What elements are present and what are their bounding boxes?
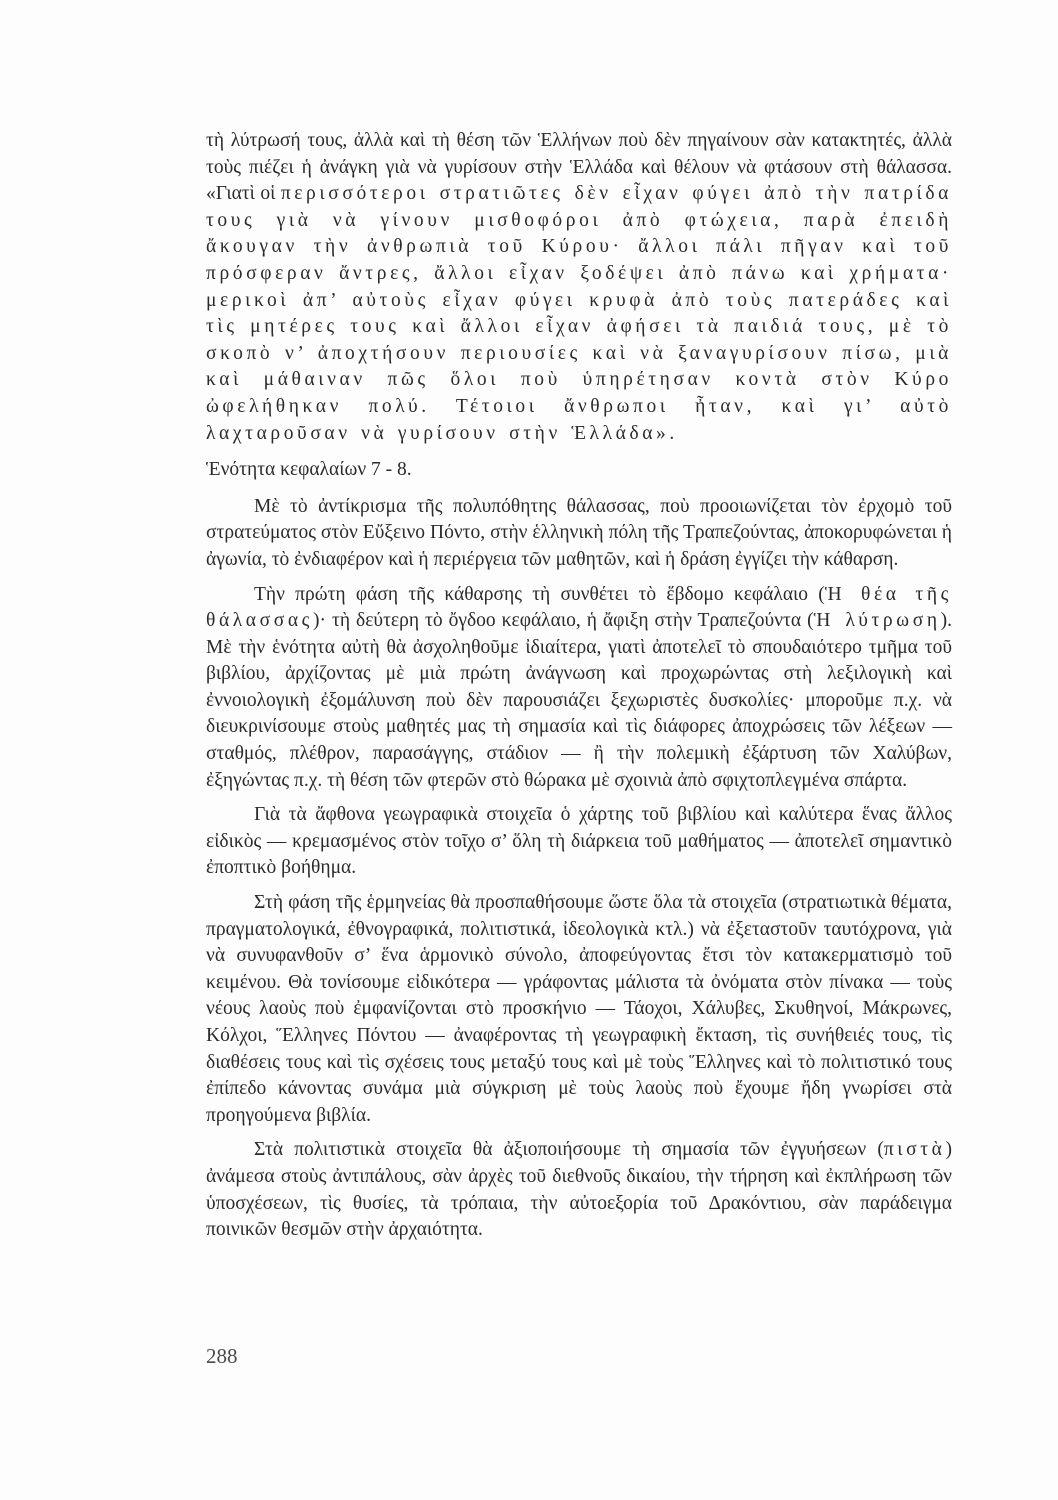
paragraph-quote-spaced: περισσότεροι στρατιῶτες δὲν εἶχαν φύγει ἀπὸ τὴν πατρίδα τους γιὰ νὰ γίνουν μισθοφόροι ἀπὸ φτώχεια, παρὰ ἐπειδὴ ἄκουγαν τὴν ἀνθρωπιὰ τοῦ Κύρου· ἄλλοι πάλι πῆγαν καὶ τοῦ πρόσφεραν ἄντρες, ἄλλοι εἶχαν ξοδέψει ἀπὸ πάνω καὶ χρήματα· μερικοὶ ἀπ’ αὐτοὺς εἶχαν φύγει κρυφὰ ἀπὸ τοὺς πατεράδες καὶ τὶς μητέρες τους καὶ ἄλλοι εἶχαν ἀφήσει τὰ παιδιά τους, μὲ τὸ σκοπὸ ν’ ἀποχτήσουν περιουσίες καὶ νὰ ξαναγυρίσουν πίσω, μιὰ καὶ μάθαιναν πῶς ὅλοι ποὺ ὑπηρέτησαν κοντὰ στὸν Κύρο ὠφελήθηκαν πολύ. Τέτοιοι ἄνθρωποι ἦταν, καὶ γι’ αὐτὸ λαχταροῦσαν νὰ γυρίσουν στὴν Ἑλλάδα». (206, 183, 952, 444)
paragraph-4: Γιὰ τὰ ἄφθονα γεωγραφικὰ στοιχεῖα ὁ χάρτης τοῦ βιβλίου καὶ καλύτερα ἕνας ἄλλος εἰδικὸς — κρεμασμένος στὸν τοῖχο σ’ ὅλη τὴ διάρκεια τοῦ μαθήματος — ἀποτελεῖ σημαντικὸ ἐποπτικὸ βοήθημα. (206, 804, 952, 879)
paragraph-2: Μὲ τὸ ἀντίκρισμα τῆς πολυπόθητης θάλασσας, ποὺ προοιωνίζεται τὸν ἐρχομὸ τοῦ στρατεύματος στὸν Εὔξεινο Πόντο, στὴν ἑλληνικὴ πόλη τῆς Τραπεζούντας, ἀποκορυφώνεται ἡ ἀγωνία, τὸ ἐνδιαφέρον καὶ ἡ περιέργεια τῶν μαθητῶν, καὶ ἡ δράση ἐγγίζει τὴν κάθαρση. (206, 495, 952, 570)
chapter-title-7: Ἡ θέα τῆς θάλασσας (206, 583, 952, 632)
paragraph-3: Τὴν πρώτη φάση τῆς κάθαρσης τὴ συνθέτει τὸ ἕβδομο κεφάλαιο (Ἡ θέα τῆς θάλασσας)· τὴ δεύτερη τὸ ὄγδοο κεφάλαιο, ἡ ἄφιξη στὴν Τραπεζούντα (Ἡ λύτρωση). Μὲ τὴν ἑνότητα αὐτὴ θὰ ἀσχοληθοῦμε ἰδιαίτερα, γιατὶ ἀποτελεῖ τὸ σπουδαιότερο τμῆμα τοῦ βιβλίου, ἀρχίζοντας μὲ μιὰ πρώτη ἀνάγνωση καὶ προχωρώντας στὴ λεξιλογικὴ καὶ ἐννοιολογικὴ ἐξομάλυνση ποὺ δὲν παρουσιάζει ξεχωριστὲς δυσκολίες· μποροῦμε π.χ. νὰ διευκρινίσουμε στοὺς μαθητές μας τὴ σημασία καὶ τὶς διάφορες ἀποχρώσεις τῶν λέξεων — σταθμός, πλέθρον, παρασάγγης, στάδιον — ἢ τὴν πολεμικὴ ἐξάρτυση τῶν Χαλύβων, ἐξηγώντας π.χ. τὴ θέση τῶν φτερῶν στὸ θώρακα μὲ σχοινιὰ ἀπὸ σφιχτοπλεγμένα σπάρτα. (206, 583, 952, 791)
paragraph-quote-lead: τὴ λύτρωσή τους, ἀλλὰ καὶ τὴ θέση τῶν Ἑλλήνων ποὺ δὲν πηγαίνουν σὰν κατακτητές, ἀλλὰ τοὺς πιέζει ἡ ἀνάγκη γιὰ νὰ γυρίσουν στὴν Ἑλλάδα καὶ θέλουν νὰ φτάσουν στὴ θάλασσα. «Γιατὶ οἱ (206, 130, 952, 205)
paragraph-quote (206, 128, 952, 447)
paragraph-6: Στὰ πολιτιστικὰ στοιχεῖα θὰ ἀξιοποιήσουμε τὴ σημασία τῶν ἐγγυήσεων (πιστὰ) ἀνάμεσα στοὺς ἀντιπάλους, σὰν ἀρχὲς τοῦ διεθνοῦς δικαίου, τὴν τήρηση καὶ ἐκπλήρωση τῶν ὑποσχέσεων, τὶς θυσίες, τὰ τρόπαια, τὴν αὐτοεξορία τοῦ Δρακόντιου, σὰν παράδειγμα ποινικῶν θεσμῶν στὴν ἀρχαιότητα. (206, 1139, 952, 1241)
pista-term: πιστὰ (883, 1139, 946, 1161)
section-heading: Ἑνότητα κεφαλαίων 7 - 8. (206, 459, 412, 481)
text-block-1 (206, 128, 952, 1244)
page-number: 288 (206, 1344, 238, 1368)
chapter-title-8: Ἡ λύτρωση (813, 610, 941, 632)
paragraph-5: Στὴ φάση τῆς ἑρμηνείας θὰ προσπαθήσουμε ὥστε ὅλα τὰ στοιχεῖα (στρατιωτικὰ θέματα, πραγματολογικά, ἐθνογραφικά, πολιτιστικά, ἰδεολογικὰ κτλ.) νὰ ἐξεταστοῦν ταυτόχρονα, γιὰ νὰ συνυφανθοῦν σ’ ἕνα ἁρμονικὸ σύνολο, ἀποφεύγοντας ἔτσι τὸν κατακερματισμὸ τοῦ κειμένου. Θὰ τονίσουμε εἰδικότερα — γράφοντας μάλιστα τὰ ὀνόματα στὸν πίνακα — τοὺς νέους λαοὺς ποὺ ἐμφανίζονται στὸ προσκήνιο — Τάοχοι, Χάλυβες, Σκυθηνοί, Μάκρωνες, Κόλχοι, Ἕλληνες Πόντου — ἀναφέροντας τὴ γεωγραφικὴ ἔκταση, τὶς συνήθειές τους, τὶς διαθέσεις τους καὶ τὶς σχέσεις τους μεταξύ τους καὶ μὲ τοὺς Ἕλληνες καὶ τὸ πολιτιστικό τους ἐπίπεδο κάνοντας συνάμα μιὰ σύγκριση μὲ τοὺς λαοὺς ποὺ ἔχουμε ἤδη γνωρίσει στὰ προηγούμενα βιβλία. (206, 892, 952, 1126)
